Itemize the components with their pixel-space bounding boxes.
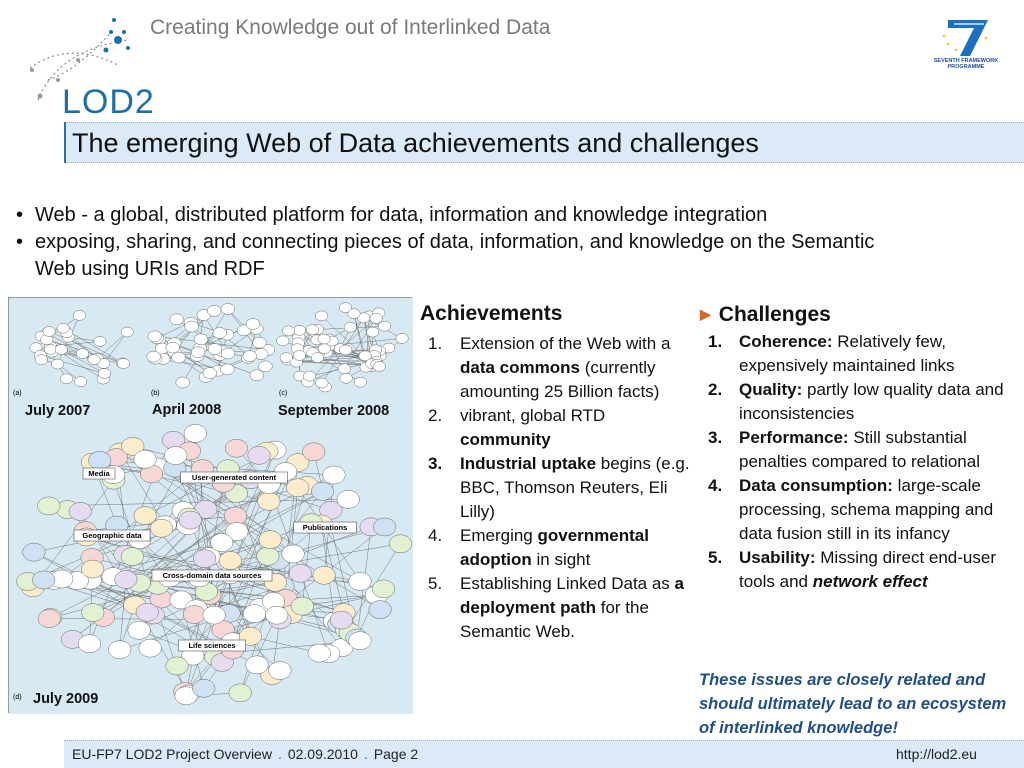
cloud-label: User-generated content bbox=[191, 473, 277, 482]
dataset-node bbox=[318, 334, 331, 344]
lod2-logo bbox=[18, 10, 168, 121]
dataset-node bbox=[213, 327, 227, 338]
dataset-node bbox=[73, 310, 86, 320]
slide-title: The emerging Web of Data achievements and challenges bbox=[72, 128, 759, 158]
dataset-node bbox=[38, 610, 61, 628]
dataset-node bbox=[306, 325, 319, 335]
challenge-item bbox=[708, 426, 1014, 474]
item-bold: a deployment path bbox=[460, 574, 684, 617]
footer-page: Page 2 bbox=[373, 746, 419, 762]
dataset-node bbox=[23, 543, 46, 561]
dataset-node bbox=[373, 518, 396, 536]
dataset-node bbox=[282, 326, 295, 336]
dataset-node bbox=[287, 479, 310, 497]
dataset-node bbox=[57, 323, 70, 333]
dataset-node bbox=[313, 566, 336, 584]
dataset-node bbox=[179, 511, 202, 529]
dataset-node bbox=[282, 545, 305, 563]
dataset-node bbox=[293, 350, 306, 360]
item-number: 4. bbox=[708, 476, 723, 495]
challenge-item bbox=[708, 546, 1014, 594]
dataset-node bbox=[316, 378, 329, 388]
item-emphasis: network effect bbox=[812, 572, 928, 591]
dataset-node bbox=[339, 345, 352, 355]
item-bold: Industrial uptake bbox=[460, 454, 597, 473]
dataset-node bbox=[170, 314, 184, 325]
fp7-seven-icon bbox=[930, 14, 1002, 58]
dataset-node bbox=[108, 641, 131, 659]
item-number: 4. bbox=[428, 526, 443, 545]
item-text: in sight bbox=[531, 550, 591, 569]
dataset-node bbox=[82, 604, 105, 622]
achievement-item bbox=[428, 524, 698, 572]
dataset-node bbox=[369, 601, 392, 619]
dataset-node bbox=[340, 373, 353, 383]
dataset-node bbox=[136, 603, 159, 621]
dataset-node bbox=[378, 321, 391, 331]
footer-bar bbox=[64, 740, 1024, 768]
dataset-node bbox=[366, 327, 379, 337]
dataset-node bbox=[139, 639, 162, 657]
footer-text: EU-FP7 LOD2 Project Overview . 02.09.2010 . Page 2 bbox=[72, 746, 419, 762]
dataset-node bbox=[78, 635, 101, 653]
achievement-item bbox=[428, 572, 698, 644]
dataset-node bbox=[194, 334, 208, 345]
achievement-item bbox=[428, 452, 698, 524]
dataset-node bbox=[51, 359, 64, 369]
dataset-node bbox=[208, 344, 222, 355]
caption-september-2008: September 2008 bbox=[278, 403, 390, 419]
challenge-item bbox=[708, 378, 1014, 426]
item-bold: Coherence: bbox=[739, 332, 833, 351]
dataset-node bbox=[128, 621, 151, 639]
dataset-node bbox=[323, 466, 346, 484]
item-text: Emerging bbox=[460, 526, 538, 545]
challenge-item bbox=[708, 474, 1014, 546]
dataset-node bbox=[74, 377, 87, 387]
item-number: 1. bbox=[428, 334, 443, 353]
panel-letter-c: (c) bbox=[279, 390, 288, 397]
dataset-node bbox=[210, 534, 233, 552]
panel-letter-d: (d) bbox=[13, 694, 22, 701]
item-number: 5. bbox=[428, 574, 443, 593]
dataset-node bbox=[221, 303, 235, 314]
dataset-node bbox=[259, 361, 273, 372]
dataset-node bbox=[303, 371, 316, 381]
dataset-node bbox=[88, 451, 111, 469]
slide-title-bar bbox=[64, 122, 1024, 163]
dataset-node bbox=[147, 351, 161, 362]
footer-project: EU-FP7 LOD2 Project Overview bbox=[72, 746, 272, 762]
dataset-node bbox=[115, 570, 138, 588]
lod-cloud-diagram bbox=[9, 298, 413, 714]
item-text: vibrant, global RTD bbox=[460, 406, 606, 425]
dataset-node bbox=[183, 605, 206, 623]
dataset-node bbox=[349, 632, 372, 650]
dataset-node bbox=[246, 656, 269, 674]
dataset-node bbox=[94, 336, 107, 346]
dataset-node bbox=[291, 597, 314, 615]
lod-cloud-image bbox=[8, 297, 412, 713]
cloud-label: Publications bbox=[302, 523, 348, 532]
dataset-node bbox=[81, 560, 104, 578]
item-number: 3. bbox=[428, 454, 443, 473]
dataset-node bbox=[257, 547, 280, 565]
dataset-node bbox=[248, 446, 270, 464]
dataset-node bbox=[330, 611, 353, 629]
dataset-node bbox=[344, 322, 357, 332]
panel-letter-b: (b) bbox=[151, 390, 160, 397]
cloud-label: Media bbox=[88, 469, 110, 478]
dataset-node bbox=[337, 490, 360, 508]
dataset-node bbox=[370, 313, 383, 323]
lod2-logo-text: LOD2 bbox=[62, 83, 155, 121]
dataset-node bbox=[134, 450, 157, 468]
dataset-node bbox=[348, 309, 361, 319]
dataset-node bbox=[221, 348, 235, 359]
achievements-heading: Achievements bbox=[420, 302, 563, 325]
triangle-right-icon: ▶ bbox=[700, 306, 711, 322]
item-text: partly low quality data and inconsistencies bbox=[739, 380, 1004, 423]
dataset-node bbox=[277, 336, 290, 346]
challenges-heading bbox=[700, 303, 831, 327]
dataset-node bbox=[176, 377, 190, 388]
challenges-heading-text: Challenges bbox=[718, 303, 831, 326]
dataset-node bbox=[315, 311, 328, 321]
dataset-node bbox=[164, 447, 187, 465]
dataset-node bbox=[43, 326, 56, 336]
item-text: Extension of the Web with a bbox=[460, 334, 671, 353]
dataset-node bbox=[60, 374, 73, 384]
achievements-list bbox=[428, 332, 698, 644]
dataset-node bbox=[166, 657, 189, 675]
dataset-node bbox=[311, 482, 334, 500]
dataset-node bbox=[389, 535, 412, 553]
dataset-node bbox=[225, 439, 248, 457]
item-text: begins (e.g. BBC, Thomson Reuters, Eli Lilly) bbox=[460, 454, 690, 521]
dataset-node bbox=[354, 377, 367, 387]
dataset-node bbox=[166, 342, 180, 353]
dataset-node bbox=[269, 662, 292, 680]
dataset-node bbox=[396, 333, 409, 343]
cloud-label: Cross-domain data sources bbox=[162, 571, 262, 580]
item-text: Relatively few, expensively maintained links bbox=[739, 332, 955, 375]
dataset-node bbox=[76, 349, 89, 359]
item-text: Still substantial penalties compared to relational bbox=[739, 428, 980, 471]
dataset-node bbox=[349, 572, 372, 590]
footer-date: 02.09.2010 bbox=[287, 746, 358, 762]
intro-bullets bbox=[14, 202, 914, 283]
item-text: (currently amounting 25 Billion facts) bbox=[460, 358, 660, 401]
dataset-node bbox=[246, 318, 260, 329]
item-bold: Performance: bbox=[739, 428, 849, 447]
item-number: 2. bbox=[428, 406, 443, 425]
item-number: 5. bbox=[708, 548, 723, 567]
dataset-node bbox=[220, 364, 234, 375]
panel-letter-a: (a) bbox=[13, 390, 22, 397]
item-number: 1. bbox=[708, 332, 723, 351]
cloud-label: Life sciences bbox=[188, 641, 236, 650]
fp7-caption: SEVENTH FRAMEWORK PROGRAMME bbox=[933, 58, 999, 70]
dataset-node bbox=[191, 347, 205, 358]
dataset-node bbox=[280, 353, 293, 363]
challenges-conclusion: These issues are closely related and should ultimately lead to an ecosystem of interlinked knowledge! bbox=[699, 671, 1007, 737]
dataset-node bbox=[121, 327, 134, 337]
dataset-node bbox=[289, 564, 312, 582]
caption-july-2009: July 2009 bbox=[33, 691, 99, 707]
intro-bullet: • exposing, sharing, and connecting pieces of data, information, and knowledge on the Semantic Web using URIs and RDF bbox=[14, 229, 914, 283]
dataset-node bbox=[229, 684, 252, 702]
item-number: 3. bbox=[708, 428, 723, 447]
footer-url: http://lod2.eu bbox=[896, 746, 977, 762]
dataset-node bbox=[134, 507, 157, 525]
caption-july-2007: July 2007 bbox=[25, 403, 91, 419]
dataset-node bbox=[193, 550, 216, 568]
item-bold: Quality: bbox=[739, 380, 803, 399]
dataset-node bbox=[302, 443, 325, 461]
dataset-node bbox=[150, 519, 173, 537]
dataset-node bbox=[117, 359, 130, 369]
dataset-node bbox=[250, 370, 264, 381]
dataset-node bbox=[121, 548, 144, 566]
dataset-node bbox=[243, 351, 257, 362]
item-bold: Usability: bbox=[739, 548, 816, 567]
dataset-node bbox=[184, 424, 207, 442]
dataset-node bbox=[207, 305, 221, 316]
dataset-node bbox=[258, 492, 281, 510]
caption-april-2008: April 2008 bbox=[152, 402, 222, 418]
header-tagline: Creating Knowledge out of Interlinked Data bbox=[150, 16, 551, 39]
cloud-label: Geographic data bbox=[82, 531, 142, 540]
title-accent-line bbox=[64, 122, 66, 163]
item-text: large-scale processing, schema mapping and data fusion still in its infancy bbox=[739, 476, 994, 543]
dataset-node bbox=[265, 606, 288, 624]
dataset-node bbox=[243, 605, 266, 623]
item-text: Establishing Linked Data as bbox=[460, 574, 675, 593]
dataset-node bbox=[219, 551, 242, 569]
dataset-node bbox=[259, 531, 282, 549]
item-bold: community bbox=[460, 430, 551, 449]
dataset-node bbox=[35, 355, 48, 365]
challenge-item bbox=[708, 330, 1014, 378]
dataset-node bbox=[38, 497, 61, 515]
dataset-node bbox=[148, 331, 162, 342]
dataset-node bbox=[193, 679, 216, 697]
item-text: Missing direct end-user tools and bbox=[739, 548, 996, 591]
dataset-node bbox=[172, 352, 186, 363]
item-bold: governmental adoption bbox=[460, 526, 649, 569]
achievement-item bbox=[428, 404, 698, 452]
dataset-node bbox=[88, 355, 101, 365]
dataset-node bbox=[311, 353, 324, 363]
dataset-node bbox=[308, 644, 331, 662]
achievement-item bbox=[428, 332, 698, 404]
dataset-node bbox=[253, 337, 267, 348]
dataset-node bbox=[372, 580, 395, 598]
dataset-node bbox=[69, 502, 92, 520]
dataset-node bbox=[98, 368, 111, 378]
dataset-node bbox=[32, 571, 55, 589]
item-text: for the Semantic Web. bbox=[460, 598, 649, 641]
item-bold: Data consumption: bbox=[739, 476, 893, 495]
dataset-node bbox=[203, 606, 226, 624]
item-number: 2. bbox=[708, 380, 723, 399]
item-bold: data commons bbox=[460, 358, 580, 377]
dataset-node bbox=[55, 345, 68, 355]
dataset-node bbox=[203, 368, 217, 379]
challenges-list bbox=[708, 330, 1014, 594]
dataset-node bbox=[338, 364, 351, 374]
fp7-logo bbox=[930, 14, 1002, 74]
intro-bullet: • Web - a global, distributed platform for data, information and knowledge integration bbox=[14, 202, 914, 229]
dataset-node bbox=[224, 507, 247, 525]
dataset-node bbox=[185, 321, 199, 332]
dataset-node bbox=[373, 361, 386, 371]
